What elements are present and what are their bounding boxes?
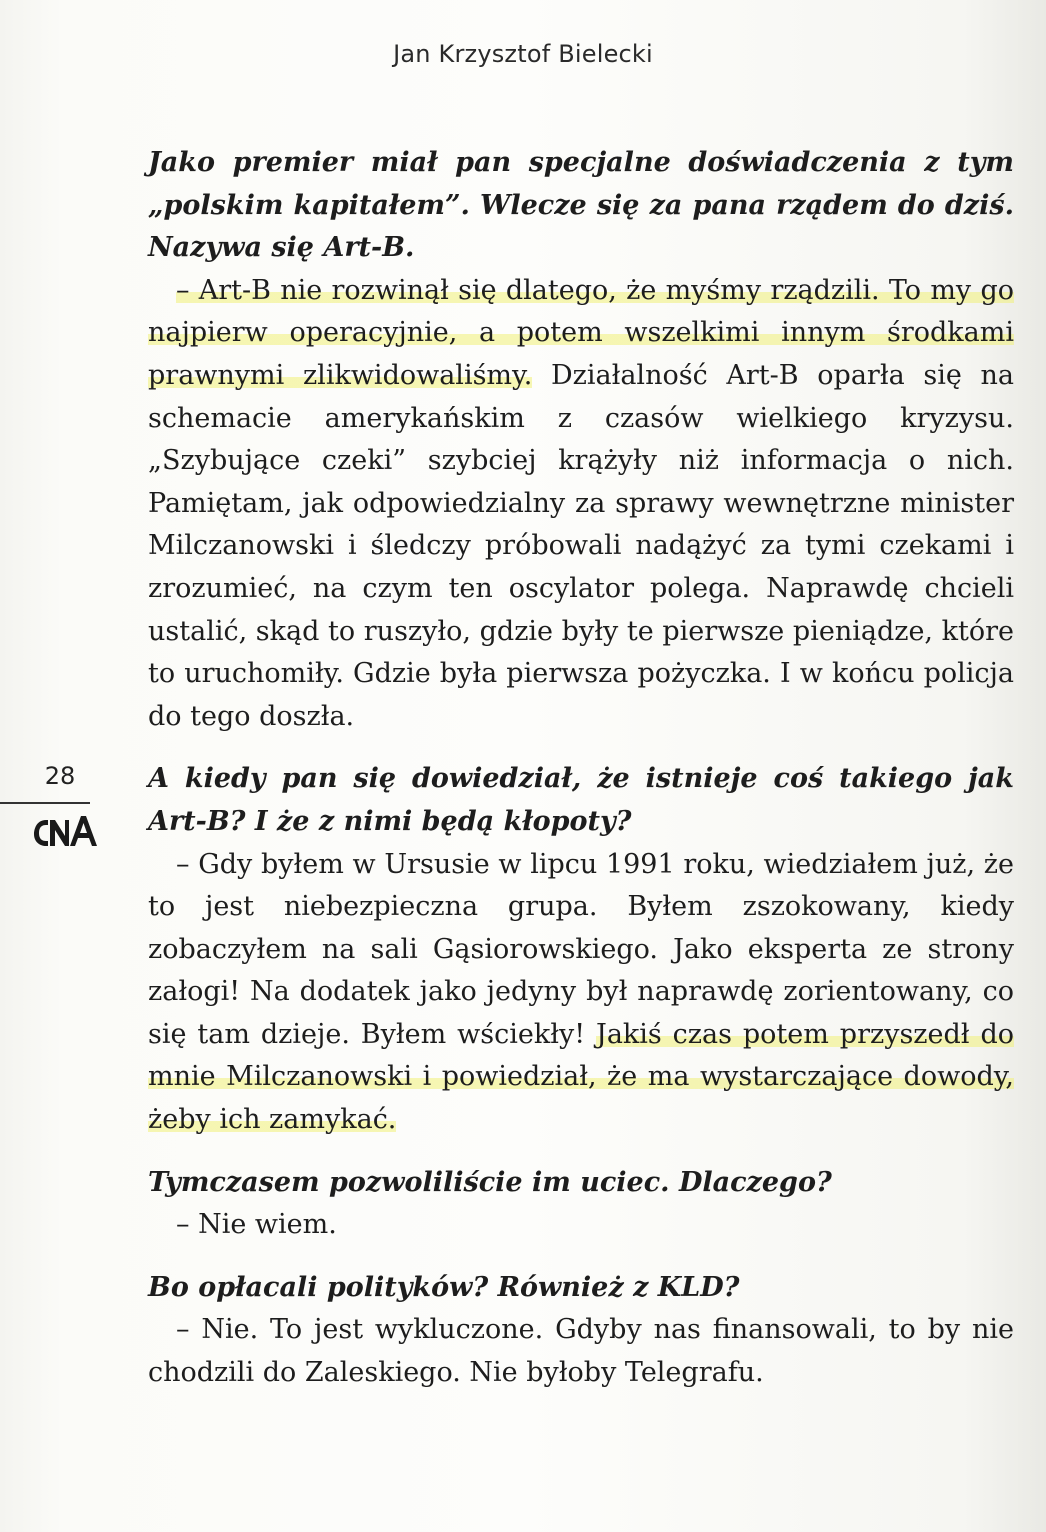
answer-paragraph: [148, 1309, 1014, 1394]
question-paragraph: [148, 142, 1014, 270]
question-text: A kiedy pan się dowiedział, że istnieje coś takiego jak Art-B? I że z nimi będą kłopoty?: [148, 763, 1014, 837]
question-text: Tymczasem pozwoliliście im uciec. Dlaczego?: [148, 1166, 832, 1198]
page-number: 28: [44, 762, 76, 790]
running-title: Jan Krzysztof Bielecki: [393, 40, 653, 68]
question-text: Jako premier miał pan specjalne doświadczenia z tym „polskim kapitałem”. Wlecze się za pana rządem do dziś. Nazywa się Art-B.: [148, 147, 1014, 264]
answer-paragraph: [148, 270, 1014, 739]
answer-paragraph: [148, 844, 1014, 1142]
question-paragraph: [148, 1162, 1014, 1205]
question-paragraph: [148, 1267, 1014, 1310]
question-text: Bo opłacali polityków? Również z KLD?: [148, 1271, 740, 1303]
folio-divider: [0, 802, 90, 804]
answer-text: Działalność Art-B oparła się na schemacie amerykańskim z czasów wielkiego kryzysu. „Szybujące czeki” szybciej krążyły niż informacja o nich. Pamiętam, jak odpowiedzialny za sprawy wewnętrzne minister Milczanowski i śledczy próbowali nadążyć za tymi czekami i zrozumieć, na czym ten oscylator polega. Naprawdę chcieli ustalić, skąd to ruszyło, gdzie były te pierwsze pieniądze, które to uruchomiły. Gdzie była pierwsza pożyczka. I w końcu policja do tego doszła.: [148, 359, 1014, 732]
highlighted-passage: Jakiś czas potem przyszedł do mnie Milczanowski i powiedział, że ma wystarczające dowody, żeby ich zamykać.: [148, 1018, 1014, 1136]
highlighted-passage: – Art-B nie rozwinął się dlatego, że myśmy rządzili. To my go najpierw operacyjnie, a potem wszelkimi innym środkami prawnymi zlikwidowaliśmy.: [148, 274, 1014, 391]
answer-text: – Nie. To jest wykluczone. Gdyby nas finansowali, to by nie chodzili do Zaleskiego. Nie byłoby Telegrafu.: [148, 1314, 1014, 1389]
body-text: [148, 142, 1014, 1395]
question-paragraph: [148, 758, 1014, 843]
answer-paragraph: [148, 1204, 1014, 1247]
answer-text: – Nie wiem.: [176, 1209, 337, 1241]
publisher-logo: [32, 812, 102, 852]
answer-text: – Gdy byłem w Ursusie w lipcu 1991 roku, wiedziałem już, że to jest niebezpieczna grupa. Byłem zszokowany, kiedy zobaczyłem na sali Gąsiorowskiego. Jako eksperta ze strony załogi! Na dodatek jako jedyny był naprawdę zorientowany, co się tam dzieje. Byłem wściekły!: [148, 848, 1014, 1050]
